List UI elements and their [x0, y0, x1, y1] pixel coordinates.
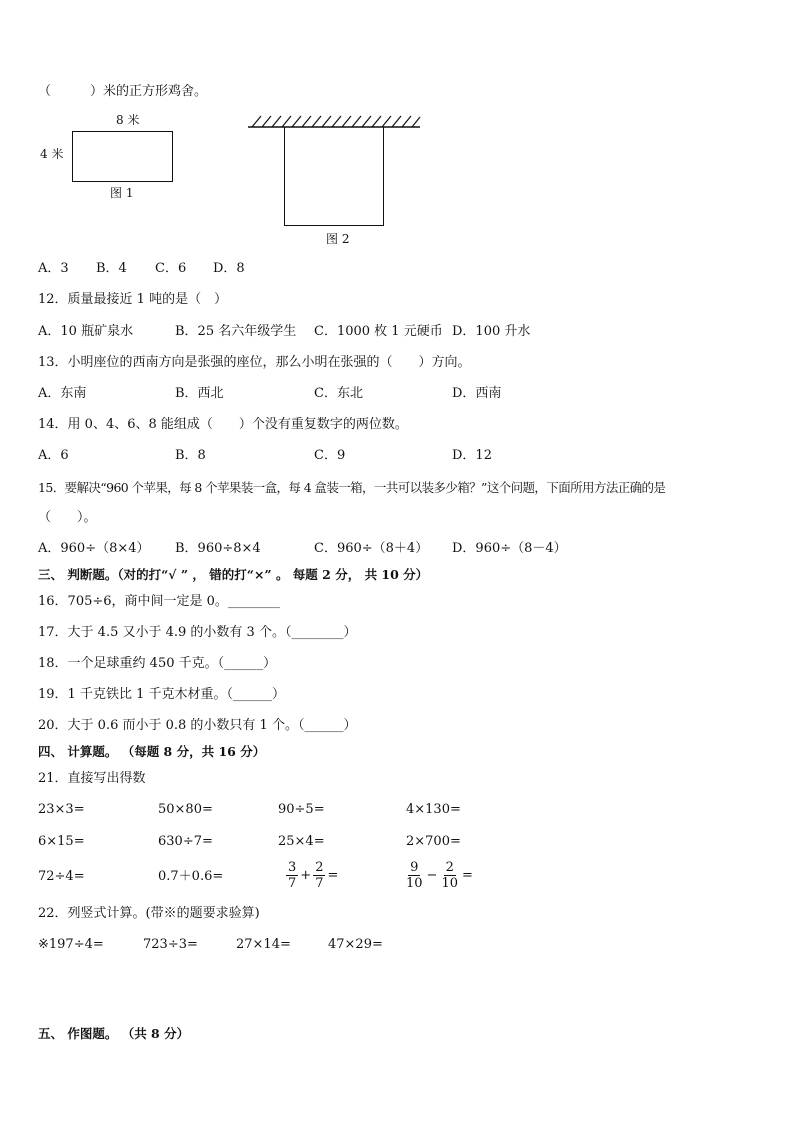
calc-r2-c3: 25×4= — [278, 834, 325, 849]
q21-stem: 21．直接写出得数 — [38, 771, 146, 786]
calc-r2-c2: 630÷7= — [158, 834, 213, 849]
q13-option-a: A．东南 — [38, 386, 87, 401]
figure-2 — [246, 112, 422, 248]
q11-option-a: A．3 — [38, 261, 69, 276]
q14-option-a: A．6 — [38, 448, 69, 463]
calc-r1-c2: 50×80= — [158, 802, 213, 817]
section-3-heading: 三、 判断题。（对的打“√ ” ， 错的打“×” 。 每题 2 分， 共 10 分） — [38, 567, 429, 582]
q11-stem-tail: （ ）米的正方形鸡舍。 — [38, 84, 208, 99]
calc-r3-c4-fraction-diff: 9 10 − $\frac{2}{10}$ = — [406, 860, 473, 891]
calc-r1-c4: 4×130= — [406, 802, 461, 817]
q22-item-4: 47×29= — [328, 937, 383, 952]
fig1-caption: 图 1 — [110, 186, 134, 200]
calc-r3-c3-fraction-sum: 3 7 + $\frac{2}{7}$ = — [288, 860, 339, 891]
q15-option-b: B．960÷8×4 — [175, 541, 261, 556]
q15-option-d: D．960÷（8－4） — [452, 541, 567, 556]
fig2-caption: 图 2 — [326, 232, 350, 246]
q11-option-b: B．4 — [96, 261, 127, 276]
q14-stem: 14．用 0、4、6、8 能组成（ ）个没有重复数字的两位数。 — [38, 417, 408, 432]
q11-option-c: C．6 — [155, 261, 187, 276]
q12-option-a: A．10 瓶矿泉水 — [38, 324, 134, 339]
q12-option-b: B．25 名六年级学生 — [175, 324, 297, 339]
q14-option-d: D．12 — [452, 448, 492, 463]
section-4-heading: 四、 计算题。 （每题 8 分，共 16 分） — [38, 744, 266, 759]
judge-item-18: 18．一个足球重约 450 千克。（______） — [38, 656, 277, 671]
calc-r3-c2: 0.7＋0.6= — [158, 869, 224, 884]
calc-r1-c3: 90÷5= — [278, 802, 325, 817]
fig1-rectangle — [72, 131, 173, 182]
q13-stem: 13．小明座位的西南方向是张强的座位，那么小明在张强的（ ）方向。 — [38, 355, 471, 370]
q12-stem: 12．质量最接近 1 吨的是（ ） — [38, 292, 228, 307]
figure-1 — [40, 112, 200, 204]
judge-item-16: 16．705÷6，商中间一定是 0。________ — [38, 594, 280, 609]
calc-r1-c1: 23×3= — [38, 802, 85, 817]
fig1-top-label: 8 米 — [116, 113, 140, 127]
q13-option-b: B．西北 — [175, 386, 224, 401]
q22-item-2: 723÷3= — [143, 937, 198, 952]
calc-r2-c4: 2×700= — [406, 834, 461, 849]
q11-option-d: D．8 — [213, 261, 245, 276]
q22-item-1: ※197÷4= — [38, 937, 104, 952]
q15-option-a: A．960÷（8×4） — [38, 541, 150, 556]
q15-stem-line2: （ ）。 — [38, 510, 97, 525]
q13-option-d: D．西南 — [452, 386, 502, 401]
q22-stem: 22．列竖式计算。(带※的题要求验算) — [38, 906, 260, 921]
judge-item-19: 19．1 千克铁比 1 千克木材重。（______） — [38, 687, 285, 702]
q14-option-b: B．8 — [175, 448, 206, 463]
judge-item-20: 20．大于 0.6 而小于 0.8 的小数只有 1 个。（______） — [38, 718, 357, 733]
fig2-square — [284, 127, 384, 226]
fig1-side-label: 4 米 — [40, 147, 64, 161]
q15-stem-line1: 15．要解决“960 个苹果，每 8 个苹果装一盒，每 4 盒装一箱，一共可以装多少箱？”这个问题，下面所用方法正确的是 — [38, 480, 666, 495]
q15-option-c: C．960÷（8＋4） — [314, 541, 429, 556]
calc-r2-c1: 6×15= — [38, 834, 85, 849]
section-5-heading: 五、 作图题。 （共 8 分） — [38, 1026, 190, 1041]
q12-option-c: C．1000 枚 1 元硬币 — [314, 324, 443, 339]
judge-item-17: 17．大于 4.5 又小于 4.9 的小数有 3 个。（________） — [38, 625, 357, 640]
q22-item-3: 27×14= — [236, 937, 291, 952]
calc-r3-c1: 72÷4= — [38, 869, 85, 884]
q13-option-c: C．东北 — [314, 386, 363, 401]
q12-option-d: D．100 升水 — [452, 324, 531, 339]
q14-option-c: C．9 — [314, 448, 346, 463]
